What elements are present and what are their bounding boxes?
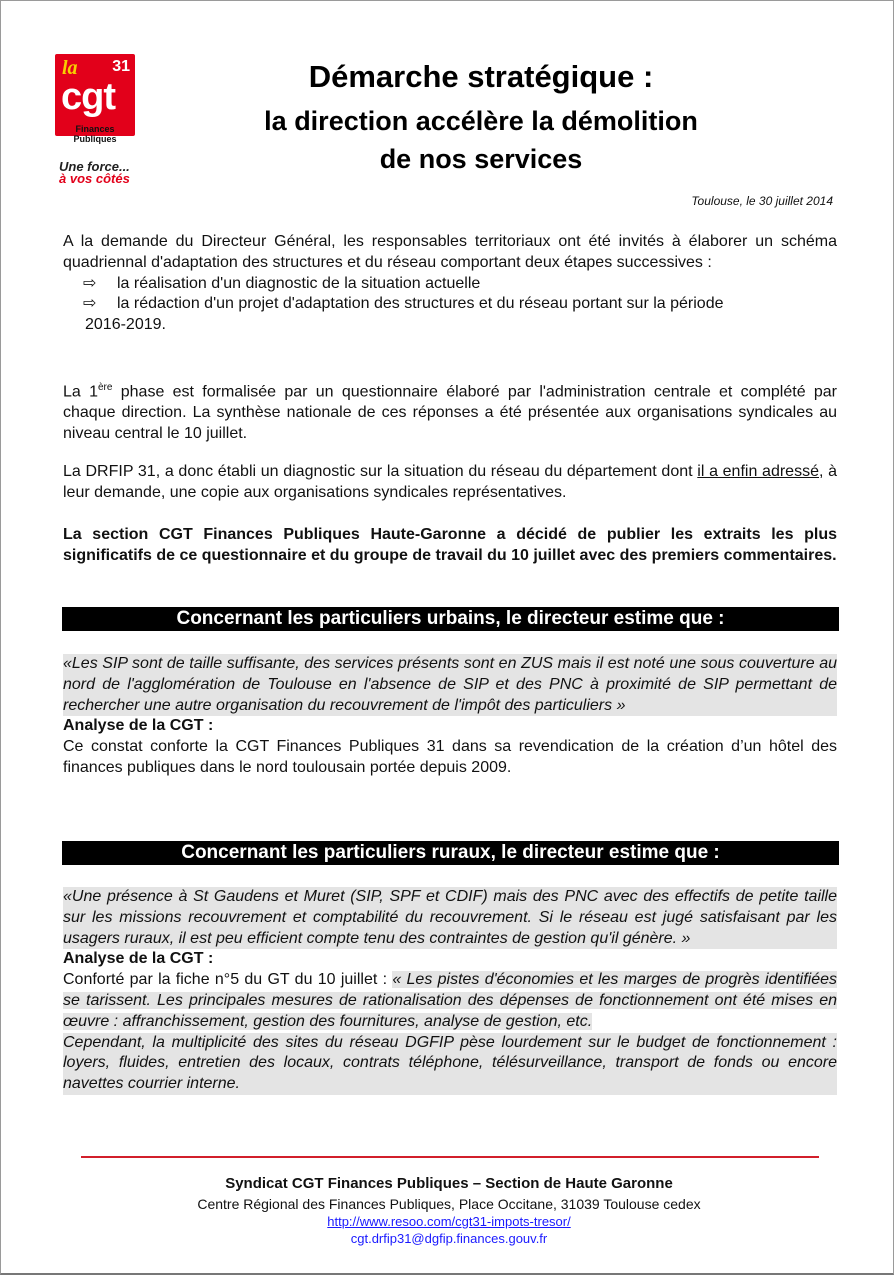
arrow-icon: ⇨ <box>83 295 97 313</box>
cgt-logo <box>55 54 135 144</box>
analysis-text: Ce constat conforte la CGT Finances Publiques 31 dans sa revendication de la création d’un hôtel des finances publiques dans le nord toulousain portée depuis 2009. <box>63 738 837 776</box>
page-title: Démarche stratégique : <box>308 59 654 94</box>
superscript: ère <box>98 382 113 393</box>
analysis-title: Analyse de la CGT : <box>63 717 214 735</box>
footer-email-link[interactable]: cgt.drfip31@dgfip.finances.gouv.fr <box>350 1231 548 1246</box>
phase-paragraph <box>63 378 837 445</box>
bullet-continuation: 2016-2019. <box>85 316 166 334</box>
footer-address: Centre Régional des Finances Publiques, Place Occitane, 31039 Toulouse cedex <box>197 1196 701 1212</box>
arrow-icon: ⇨ <box>83 274 97 292</box>
director-quote: «Une présence à St Gaudens et Muret (SIP, SPF et CDIF) mais des PNC avec des effectifs de petite taille sur les missions recouvrement et comptabilité du recouvrement. Si le réseau est jugé satisfaisant par les usagers ruraux, il est peu efficient compte tenu des contraintes de gestion qu'il génère. » <box>63 887 837 949</box>
director-quote: «Les SIP sont de taille suffisante, des services présents sont en ZUS mais il est noté une sous couverture au nord de l'agglomération de Toulouse en l'absence de SIP et des PNC à proximité de SIP permettant de rechercher une autre organisation du recouvrement de l'impôt des particuliers » <box>63 654 837 716</box>
logo-finances-text <box>55 124 135 144</box>
analysis-title: Analyse de la CGT : <box>63 950 214 968</box>
list-item <box>63 294 837 315</box>
rural-section <box>63 887 837 1095</box>
footer-divider <box>81 1156 819 1158</box>
analysis-text <box>63 970 837 1032</box>
slogan-line1: Une force... <box>59 159 130 174</box>
bullet-text: la rédaction d'un projet d'adaptation des structures et du réseau portant sur la période <box>117 295 724 313</box>
slogan-line2: à vos côtés <box>59 171 130 186</box>
page-subtitle-line1: la direction accélère la démolition <box>264 106 698 136</box>
drfip-text-a: La DRFIP 31, a donc établi un diagnostic sur la situation du réseau du département dont <box>63 463 698 480</box>
logo-slogan <box>59 161 130 185</box>
logo-finances-line2: Publiques <box>73 134 117 144</box>
page-subtitle-line2: de nos services <box>379 144 583 174</box>
section-heading-urban: Concernant les particuliers urbains, le directeur estime que : <box>62 607 839 631</box>
logo-cgt-text: cgt <box>61 76 115 118</box>
drfip-paragraph <box>63 462 837 504</box>
intro-paragraph: A la demande du Directeur Général, les responsables territoriaux ont été invités à élaborer un schéma quadriennal d'adaptation des structures et du réseau comportant deux étapes successives : <box>63 233 837 271</box>
section-announcement: La section CGT Finances Publiques Haute-Garonne a décidé de publier les extraits les plus significatifs de ce questionnaire et du groupe de travail du 10 juillet avec des premiers commentaires. <box>63 526 837 564</box>
analysis-lead: Conforté par la fiche n°5 du GT du 10 juillet : <box>63 971 393 989</box>
footer-website-link[interactable]: http://www.resoo.com/cgt31-impots-tresor/ <box>327 1214 571 1229</box>
list-item <box>63 274 837 295</box>
footer-organization: Syndicat CGT Finances Publiques – Section de Haute Garonne <box>225 1175 673 1192</box>
intro-block <box>63 232 837 336</box>
urban-section <box>63 654 837 779</box>
underlined-text: il a enfin adressé, <box>697 463 824 480</box>
phase-text-a: La 1 <box>63 383 98 401</box>
logo-number: 31 <box>112 58 130 75</box>
analysis-quote: « Les pistes d'économies et les marges de progrès identifiées se tarissent. Les principales mesures de rationalisation des dépenses de fonctionnement ont été mises en œuvre : affranchissement, gestion des fournitures, analyse de gestion, etc. <box>63 971 838 1030</box>
section-heading-rural: Concernant les particuliers ruraux, le directeur estime que : <box>62 841 839 865</box>
bullet-text: la réalisation d'un diagnostic de la situation actuelle <box>117 274 481 292</box>
drfip-text-b: à leur demande, une copie aux organisations syndicales représentatives. <box>63 463 838 501</box>
document-date: Toulouse, le 30 juillet 2014 <box>691 194 833 208</box>
phase-text-b: phase est formalisée par un questionnaire élaboré par l'administration centrale et complété par chaque direction. La synthèse nationale de ces réponses a été présentée aux organisations syndicales au niveau central le 10 juillet. <box>63 383 838 442</box>
analysis-quote-continued: Cependant, la multiplicité des sites du réseau DGFIP pèse lourdement sur le budget de fonctionnement : loyers, fluides, entretien des locaux, contrats téléphone, télésurveillance, transport de fonds ou encore navettes courrier interne. <box>63 1033 837 1095</box>
logo-la-text: la <box>62 57 78 79</box>
logo-finances-line1: Finances <box>75 124 115 134</box>
